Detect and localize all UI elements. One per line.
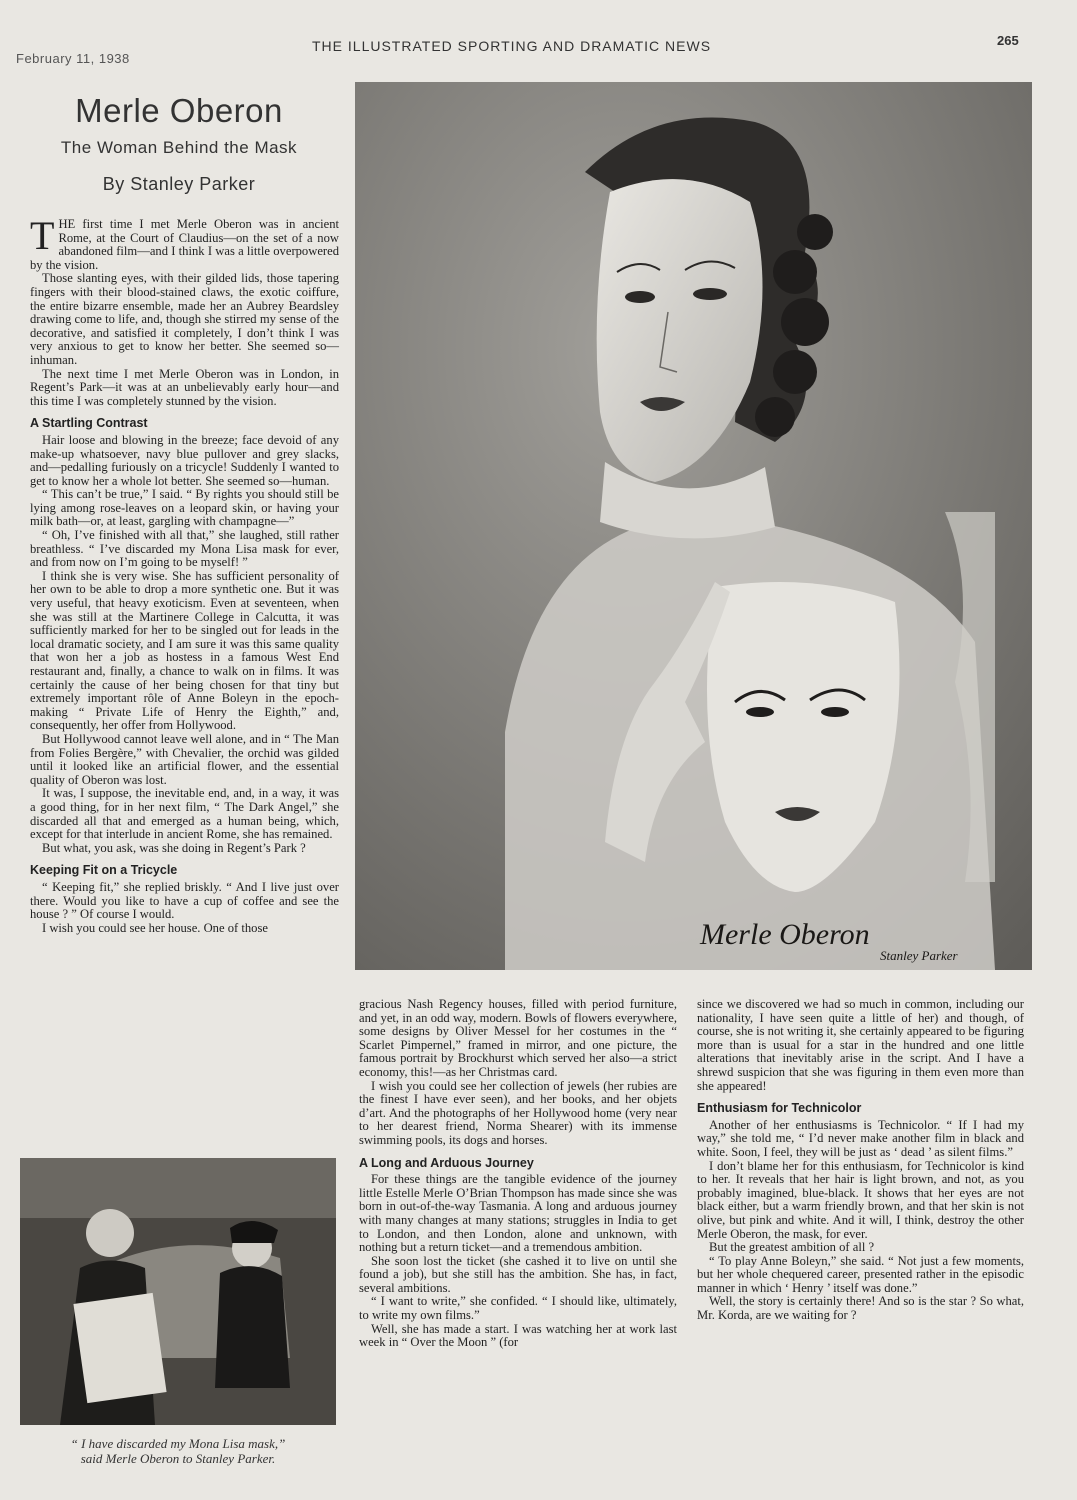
paragraph: I wish you could see her collection of jewels (her rubies are the finest I have ever seen), and her books, and her objets d’art. And the photographs of her Hollywood home (very near to her dearest friend, Norma Shearer) with its immense swimming pools, its dogs and horses.: [359, 1078, 677, 1147]
paragraph: “ This can’t be true,” I said. “ By rights you should still be lying among rose-leaves on a leopard skin, or having your milk bath—or, at least, gargling with champagne—”: [30, 487, 339, 529]
paragraph: But what, you ask, was she doing in Regent’s Park ?: [42, 840, 306, 855]
section-heading: Keeping Fit on a Tricycle: [30, 863, 178, 878]
paragraph: [30, 213, 339, 272]
signature-artist: Stanley Parker: [880, 948, 958, 963]
paragraph-text: HE first time I met Merle Oberon was in ancient Rome, at the Court of Claudius—on the set of a now abandoned film—and I think I was a little overpowered by the vision.: [30, 217, 339, 272]
signature-merle-oberon: Merle Oberon: [700, 918, 870, 951]
article-subtitle: The Woman Behind the Mask: [60, 138, 298, 157]
paragraph: Well, she has made a start. I was watching her at work last week in “ Over the Moon ” (for: [359, 1321, 677, 1350]
header-date: February 11, 1938: [16, 51, 130, 66]
paragraph: But the greatest ambition of all ?: [709, 1240, 875, 1255]
column-2: [359, 998, 677, 1350]
paragraph: Hair loose and blowing in the breeze; face devoid of any make-up whatsoever, navy blue pullover and grey slacks, and—pedalling furiously on a tricycle! Suddenly I wanted to get to know her a whole lot better. She seemed so—human.: [30, 432, 339, 488]
photo-caption: [20, 1436, 336, 1466]
paragraph: Those slanting eyes, with their gilded lids, those tapering fingers with their blood-stained claws, the exotic coiffure, the entire bizarre ensemble, made her an Aubrey Beardsley drawing come to life, and, though she stirred my sense of the decorative, and satisfied it completely, I don’t think I was very anxious to get to know her better. She seemed so—inhuman.: [30, 271, 339, 367]
paragraph: For these things are the tangible evidence of the journey little Estelle Merle O’Brian Thompson has made since she was born in out-of-the-way Tasmania. A long and arduous journey with many changes at many stations; struggles in India to get to London, and then London, alone and unknown, with nothing but a return ticket—and a tremendous ambition.: [359, 1172, 677, 1255]
column-3: [697, 998, 1024, 1323]
paragraph: I wish you could see her house. One of those: [42, 920, 268, 935]
section-heading: Enthusiasm for Technicolor: [697, 1101, 862, 1116]
column-1: [30, 213, 339, 935]
article-title: Merle Oberon: [75, 92, 283, 129]
paragraph: since we discovered we had so much in common, including our nationality, I have seen quite a little of her) and though, of course, she is not writing it, she certainly appeared to be figuring more than is usual for a star in the hundred and one little alterations that inevitably arise in the script. And I have a shrewd suspicion that she was figuring in them even more than she appeared!: [697, 997, 1024, 1093]
paragraph: It was, I suppose, the inevitable end, and, in a way, it was a good thing, for in her next film, “ The Dark Angel,” she discarded all that and emerged as a human being, which, except for that interlude in ancient Rome, she has remained.: [30, 786, 339, 842]
paragraph: She soon lost the ticket (she cashed it to live on until she found a job), but she still has the ambition. She has, in fact, several ambitions.: [359, 1253, 677, 1295]
caption-line-2: said Merle Oberon to Stanley Parker.: [80, 1451, 276, 1466]
page-number: 265: [997, 33, 1019, 48]
paragraph: “ Oh, I’ve finished with all that,” she laughed, still rather breathless. “ I’ve discarded my Mona Lisa mask for ever, and from now on I’m going to be myself! ”: [30, 528, 339, 570]
paragraph: “ To play Anne Boleyn,” she said. “ Not just a few moments, but her whole chequered career, presented rather in the episodic manner in which ‘ Henry ’ itself was done.”: [697, 1253, 1024, 1295]
drop-cap: T: [30, 213, 55, 258]
portrait-illustration: [355, 82, 1032, 970]
paragraph: Well, the story is certainly there! And so is the star ? So what, Mr. Korda, are we waiting for ?: [697, 1294, 1024, 1323]
portrait-drawing: [355, 82, 1032, 970]
paragraph: gracious Nash Regency houses, filled with period furniture, and yet, in an odd way, modern. Bowls of flowers everywhere, some designs by Oliver Messel for her costumes in the “ Scarlet Pimpernel,” framed in mirror, and one picture, the famous portrait by Brockhurst which served her also—a strict economy, this!—as her Christmas card.: [359, 997, 677, 1079]
publication-title: THE ILLUSTRATED SPORTING AND DRAMATIC NEWS: [312, 38, 712, 54]
paragraph: I think she is very wise. She has sufficient personality of her own to be able to drop a more synthetic one. But it was very useful, that heavy exoticism. Even at seventeen, when she was still at the Martinere College in Calcutta, it was sufficiently marked for her to be singled out for leads in the local dramatic society, and I am sure it was this same quality that won her a job as hostess in a famous West End restaurant and, finally, a chance to walk on in films. It was certainly the cause of her being chosen for that tiny but extremely important rôle of Anne Boleyn in the epoch-making “ Private Life of Henry the Eighth,” and, consequently, her offer from Hollywood.: [30, 568, 339, 733]
caption-line-1: “ I have discarded my Mona Lisa mask,”: [70, 1436, 286, 1451]
paragraph: But Hollywood cannot leave well alone, and in “ The Man from Folies Bergère,” with Chevalier, the orchid was gilded until it looked like an artificial flower, and the essential quality of Oberon was lost.: [30, 731, 339, 787]
paragraph: The next time I met Merle Oberon was in London, in Regent’s Park—it was at an unbelievably early hour—and this time I was completely stunned by the vision.: [30, 366, 339, 408]
photo-image: [20, 1158, 336, 1425]
article-byline: By Stanley Parker: [102, 174, 256, 194]
paragraph: I don’t blame her for this enthusiasm, for Technicolor is kind to her. It reveals that her hair is light brown, and not, as you probably imagined, blue-black. It shows that her eyes are not black either, but a warm friendly brown, and that her skin is not olive, but pink and white. And it will, I think, destroy the other Merle Oberon, the mask, for ever.: [697, 1158, 1024, 1241]
section-heading: A Startling Contrast: [30, 416, 148, 431]
paragraph: “ I want to write,” she confided. “ I should like, ultimately, to write my own films.”: [359, 1294, 677, 1323]
section-heading: A Long and Arduous Journey: [359, 1155, 534, 1170]
photo-merle-oberon-stanley-parker: [20, 1158, 336, 1425]
paragraph: “ Keeping fit,” she replied briskly. “ And I live just over there. Would you like to have a cup of coffee and see the house ? ” Of course I would.: [30, 879, 339, 922]
paragraph: Another of her enthusiasms is Technicolor. “ If I had my way,” she told me, “ I’d never make another film in black and white. Soon, I feel, they will be just as ‘ dead ’ as silent films.”: [697, 1117, 1024, 1159]
